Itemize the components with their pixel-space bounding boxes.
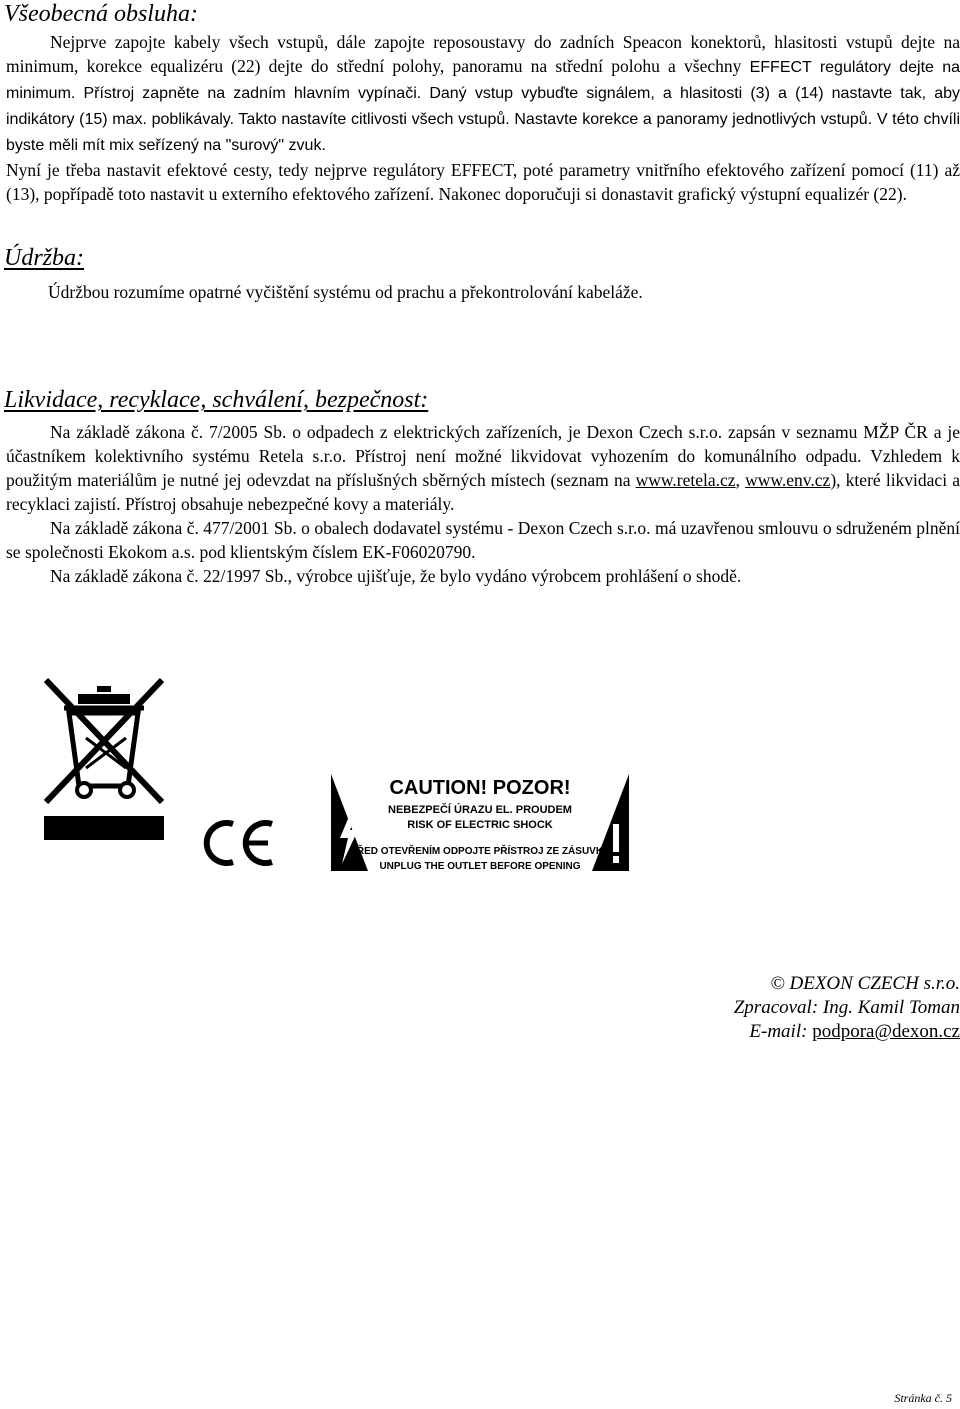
exclamation-icon xyxy=(613,824,619,852)
paragraph: Údržbou rozumíme opatrné vyčištění systému od prachu a překontrolování kabeláže. xyxy=(48,282,643,302)
signature-block xyxy=(734,972,960,1044)
paragraph: Nyní je třeba nastavit efektové cesty, tedy nejprve regulátory EFFECT, poté parametry vnitřního efektového zařízení pomocí (11) až (13), popřípadě toto nastavit u externího efektového zařízení. Nakonec doporučuji si donastavit grafický výstupní equalizér (22). xyxy=(6,160,960,204)
section-title-disposal: Likvidace, recyklace, schválení, bezpečnost: xyxy=(4,387,429,413)
caution-line: UNPLUG THE OUTLET BEFORE OPENING xyxy=(379,861,581,872)
caution-line: NEBEZPEČÍ ÚRAZU EL. PROUDEM xyxy=(388,804,572,816)
paragraph-text: Nejprve zapojte kabely všech vstupů, dále zapojte reposoustavy do zadních Speacon konektorů, hlasitosti vstupů dejte na minimum, korekce equalizéru (22) dejte do střední polohy, panoramu na střední polohu a všechny xyxy=(6,32,960,76)
ce-mark-icon xyxy=(200,818,276,868)
weee-bin-icon xyxy=(44,678,164,844)
paragraph: Na základě zákona č. 22/1997 Sb., výrobce ujišťuje, že bylo vydáno výrobcem prohlášení o shodě. xyxy=(50,566,742,586)
email-line xyxy=(734,1020,960,1044)
paragraph-text: v seznamu MŽP ČR a je účastníkem kolektivního systému Retela s.r.o. Přístroj není možné likvidovat vyhozením do komunálního odpadu. Vzhledem k použitým materiálům je nutné jej odevzdat na příslušných sběrných místech (seznam na xyxy=(6,422,960,490)
company-line xyxy=(734,972,960,996)
email-label: E-mail: xyxy=(749,1021,813,1042)
email-link[interactable]: podpora@dexon.cz xyxy=(812,1021,960,1042)
section-title-maintenance: Údržba: xyxy=(4,245,85,271)
caution-label xyxy=(330,772,630,872)
paragraph xyxy=(6,420,960,516)
page-number: Stránka č. 5 xyxy=(894,1391,952,1405)
paragraph: Na základě zákona č. 477/2001 Sb. o obalech dodavatel systému - Dexon Czech s.r.o. má uzavřenou smlouvu o sdruženém plnění se společnosti Ekokom a.s. pod klientským číslem EK-F06020790. xyxy=(6,518,960,562)
link-env[interactable]: www.env.cz xyxy=(745,470,831,490)
prepared-by: Zpracoval: Ing. Kamil Toman xyxy=(733,997,960,1018)
separator: , xyxy=(735,470,746,490)
section-title-general: Všeobecná obsluha: xyxy=(4,1,198,27)
caution-line: RISK OF ELECTRIC SHOCK xyxy=(407,819,553,831)
link-retela[interactable]: www.retela.cz xyxy=(635,470,736,490)
paragraph-text-sans: EFFECT regulátory dejte na minimum. Přístroj zapněte na zadním hlavním vypínači. Daný vstup vybuďte signálem, a hlasitosti (3) a (14) nastavte tak, aby indikátory (15) max. poblikávaly. Takto nastavíte citlivosti všech vstupů. Nastavte korekce a panoramy jednotlivých vstupů. V této chvíli byste měli mít mix seřízený na "surový" zvuk. xyxy=(6,59,960,154)
caution-line: PŘED OTEVŘENÍM ODPOJTE PŘÍSTROJ ZE ZÁSUVKY xyxy=(350,846,610,857)
section-body-disposal xyxy=(6,420,960,588)
caution-title: CAUTION! POZOR! xyxy=(389,777,571,799)
section-body-general xyxy=(6,30,960,206)
paragraph-text: ), které likvidaci a recyklaci zajistí. Přístroj obsahuje nebezpečné kovy a materiály. xyxy=(6,470,960,514)
paragraph-text: Na základě zákona č. 7/2005 Sb. o odpadech z elektrických zařízeních, je Dexon Czech s.r.o. zapsán xyxy=(50,422,776,442)
paragraph xyxy=(6,30,960,158)
copyright-icon: © xyxy=(770,973,785,994)
company-name: DEXON CZECH s.r.o. xyxy=(789,973,960,994)
